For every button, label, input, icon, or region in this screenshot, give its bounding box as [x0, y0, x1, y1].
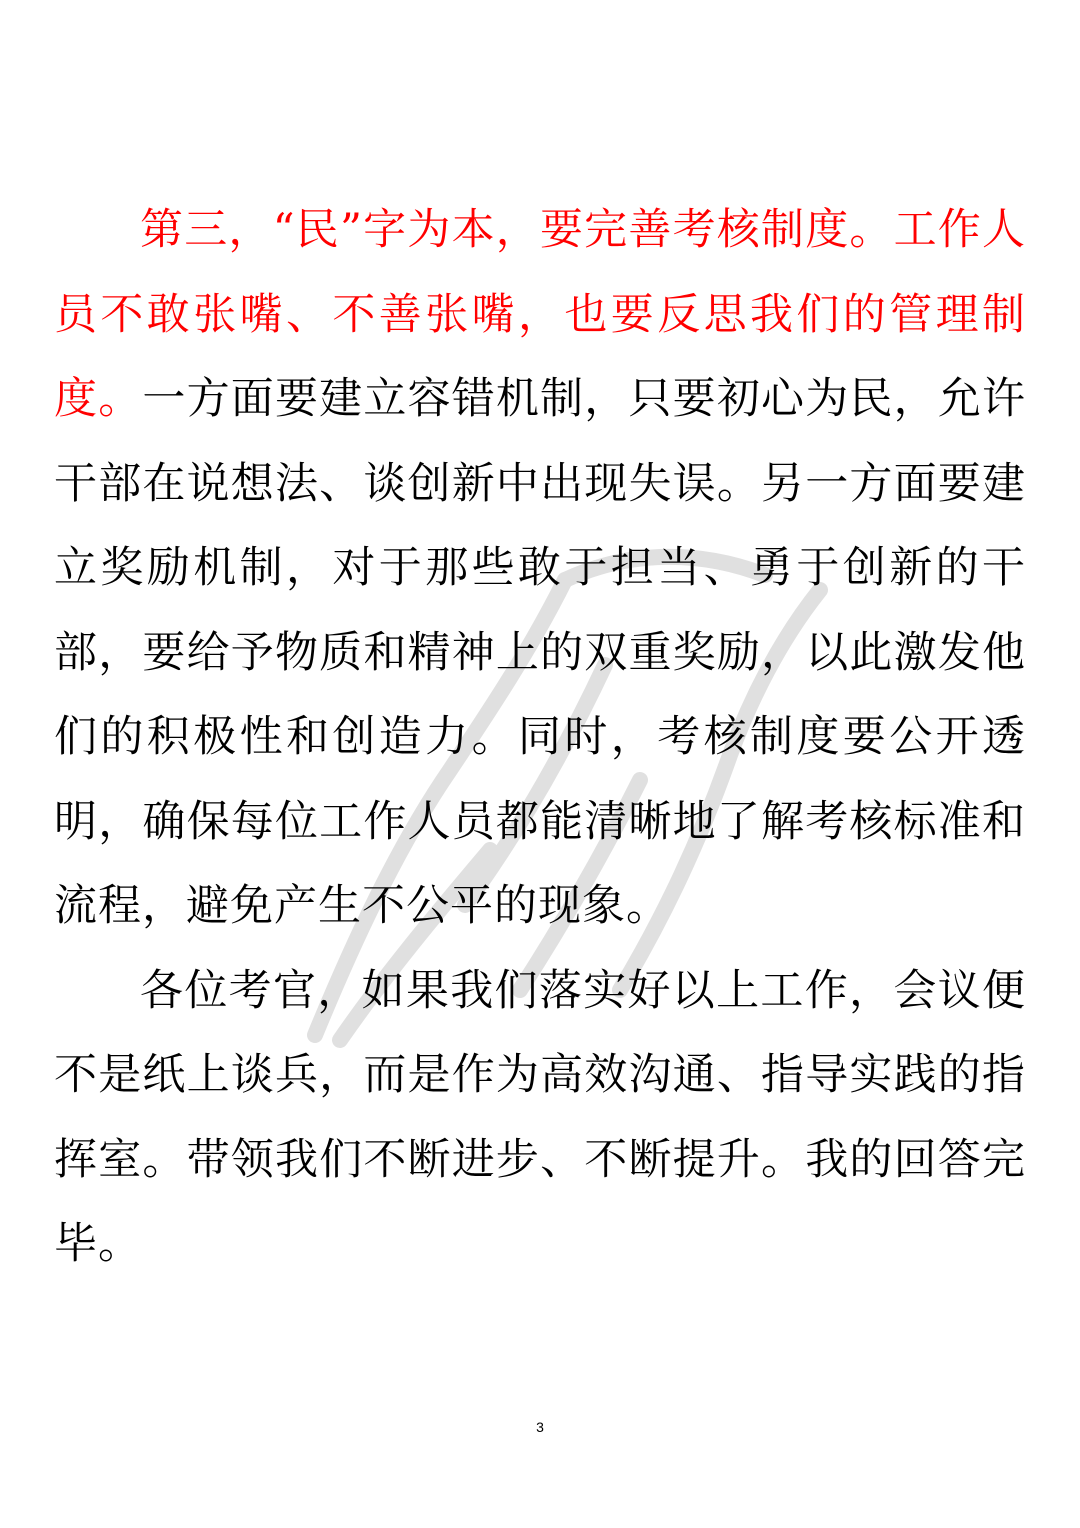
paragraph-text: 一方面要建立容错机制，只要初心为民，允许干部在说想法、谈创新中出现失误。另一方面要建立奖励机制，对于那些敢于担当、勇于创新的干部，要给予物质和精神上的双重奖励，以此激发他们的积极性和创造力。同时，考核制度要公开透明，确保每位工作人员都能清晰地了解考核标准和流程，避免产生不公平的现象。	[54, 374, 1027, 931]
page-number: 3	[536, 1419, 544, 1435]
paragraph-1	[54, 188, 1026, 949]
body-text	[54, 188, 1026, 1287]
paragraph-text: 各位考官，如果我们落实好以上工作，会议便不是纸上谈兵，而是作为高效沟通、指导实践的指挥室。带领我们不断进步、不断提升。我的回答完毕。	[54, 965, 1026, 1269]
highlighted-sentence: 第三，“民”字为本，要完善考核制度。工作人员不敢张嘴、不善张嘴，也要反思我们的管理制度。	[54, 205, 1026, 424]
paragraph-2	[54, 949, 1026, 1287]
